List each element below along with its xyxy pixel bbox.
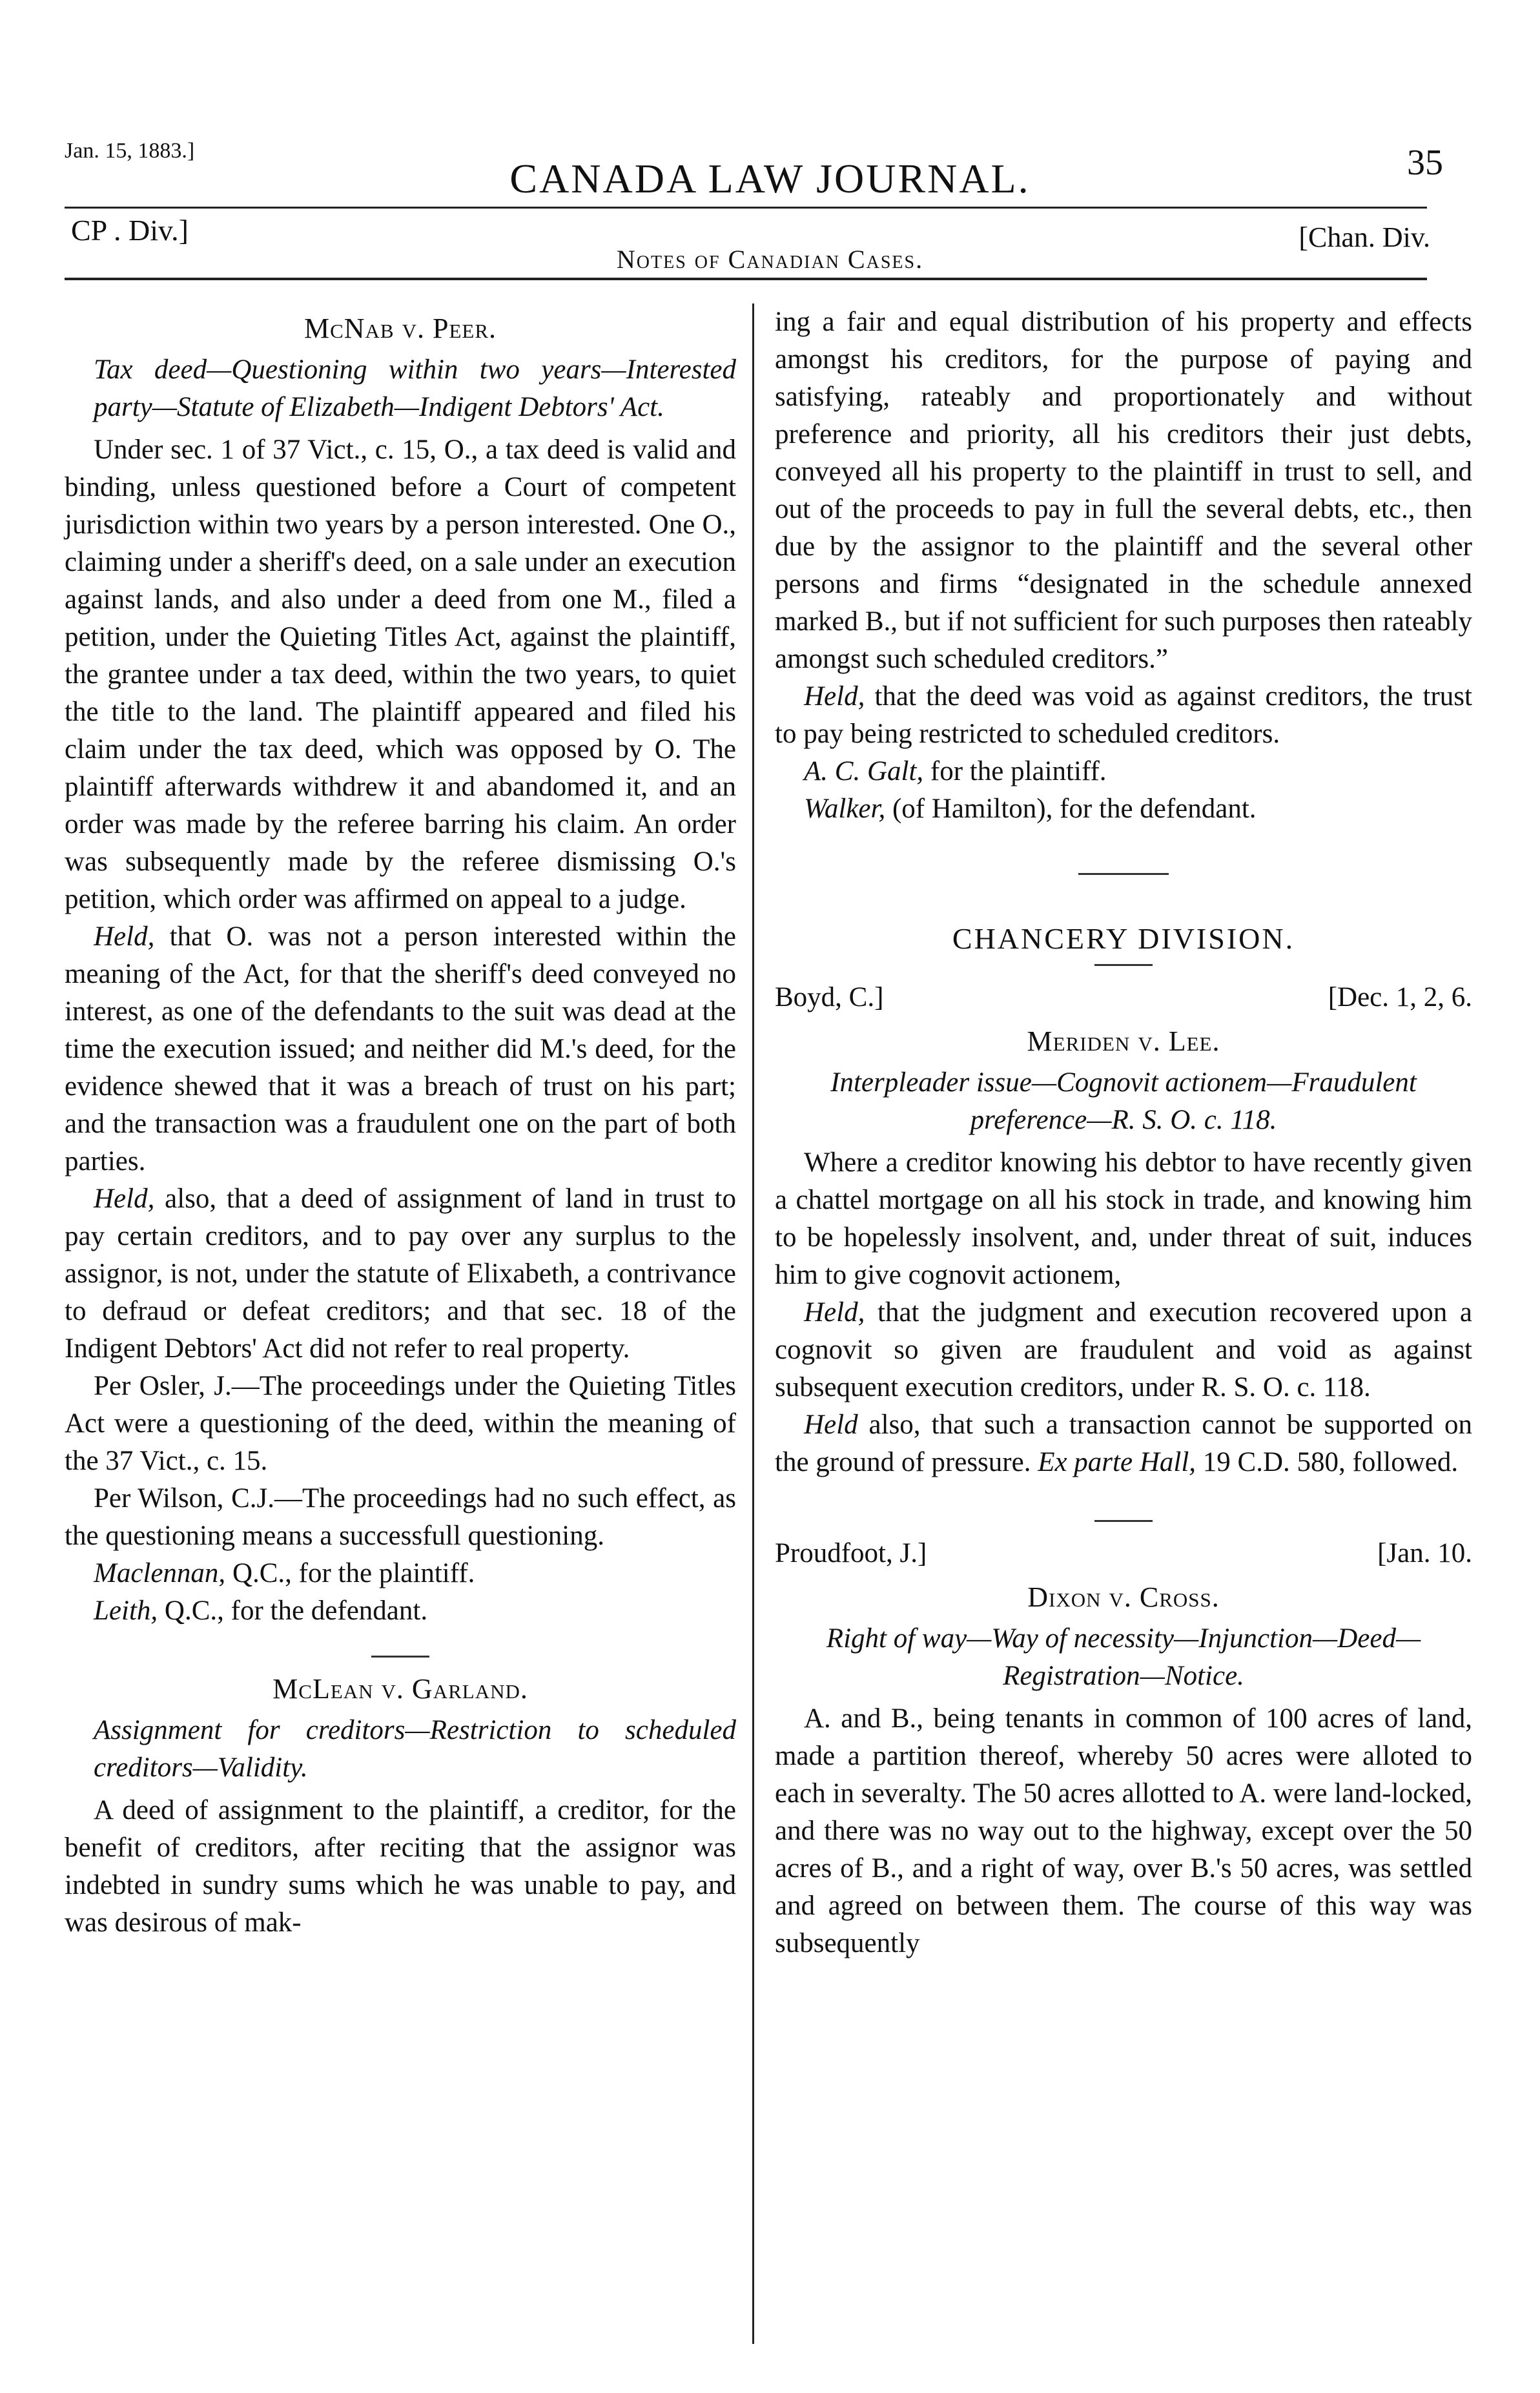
right-column — [775, 303, 1472, 1962]
counsel-name: Walker, — [804, 794, 886, 824]
right-division-label: [Chan. Div. — [1299, 221, 1430, 253]
continued-paragraph: ing a fair and equal distribution of his property and effects amongst his creditors, for the purpose of paying and satisfying, rateably and proportionately and without preference and priority, all his creditors their just debts, conveyed all his property to the plaintiff in trust to sell, and out of the proceeds to pay in full the several debts, etc., then due by the assignor to the plaintiff and the several other persons and firms “designated in the schedule annexed marked B., but if not sufficient for such purposes then rateably amongst such scheduled creditors.” — [775, 307, 1472, 674]
section-divider — [1078, 873, 1169, 875]
hearing-date: [Dec. 1, 2, 6. — [1328, 982, 1472, 1012]
held-text: also, that such a transaction cannot be supported on the ground of pressure. — [775, 1410, 1472, 1477]
held-paragraph — [65, 1180, 736, 1368]
journal-title: CANADA LAW JOURNAL. — [509, 156, 1031, 201]
judge-date-row — [775, 1535, 1472, 1572]
judge-date-row — [775, 979, 1472, 1016]
counsel-role: Q.C., for the plaintiff. — [225, 1558, 475, 1588]
held-label: Held — [804, 1410, 858, 1440]
case-title-meriden-v-lee: Meriden v. Lee. — [1027, 1025, 1220, 1057]
hearing-date: [Jan. 10. — [1377, 1538, 1472, 1568]
per-osler-paragraph: Per Osler, J.—The proceedings under the Quieting Titles Act were a questioning of the deed, within the meaning of the 37 Vict., c. 15. — [65, 1371, 736, 1476]
left-division-label: CP . Div.] — [71, 214, 189, 247]
header-date: Jan. 15, 1883.] — [65, 139, 195, 163]
header-rule-bottom — [65, 278, 1427, 280]
judge-name: Boyd, C.] — [775, 982, 884, 1012]
held-text: that O. was not a person interested within the meaning of the Act, for that the sheriff's deed conveyed no interest, as one of the defendants to the suit was dead at the time the execution issued; and neither did M.'s deed, for the evidence shewed that it was a breach of trust on his part; and the transaction was a fraudulent one on the part of both parties. — [65, 921, 736, 1176]
header-rule-top — [65, 207, 1427, 209]
case-headnote: Right of way—Way of necessity—Injunction—Deed—Registration—Notice. — [826, 1623, 1421, 1691]
column-divider — [752, 303, 754, 2344]
held-label: Held, — [94, 921, 155, 952]
counsel-name: Maclennan, — [94, 1558, 226, 1588]
section-title: Notes of Canadian Cases. — [616, 245, 924, 274]
held-label: Held, — [94, 1184, 155, 1214]
division-heading: CHANCERY DIVISION. — [952, 922, 1295, 955]
held-text: that the deed was void as against creditors, the trust to pay being restricted to scheduled creditors. — [775, 681, 1472, 749]
case-headnote: Assignment for creditors—Restriction to scheduled creditors—Validity. — [94, 1715, 736, 1783]
citation-name: Ex parte Hall, — [1038, 1447, 1196, 1477]
held-label: Held, — [804, 1297, 865, 1328]
left-column — [65, 303, 736, 1942]
held-paragraph — [65, 918, 736, 1180]
case-headnote: Interpleader issue—Cognovit actionem—Fraudulent preference—R. S. O. c. 118. — [830, 1067, 1417, 1135]
held-text: that the judgment and execution recovered upon a cognovit so given are fraudulent and void as against subsequent execution creditors, under R. S. O. c. 118. — [775, 1297, 1472, 1402]
page-number: 35 — [1407, 143, 1443, 183]
case-title-dixon-v-cross: Dixon v. Cross. — [1027, 1581, 1220, 1613]
held-paragraph — [775, 1406, 1472, 1481]
judge-name: Proudfoot, J.] — [775, 1538, 927, 1568]
counsel-name: Leith, — [94, 1596, 158, 1626]
held-paragraph — [775, 678, 1472, 753]
held-paragraph — [775, 1294, 1472, 1406]
counsel-role: Q.C., for the defendant. — [158, 1596, 428, 1626]
counsel-role: for the plaintiff. — [923, 756, 1107, 786]
counsel-role: (of Hamilton), for the defendant. — [885, 794, 1257, 824]
counsel-plaintiff — [65, 1555, 736, 1592]
case-divider — [1094, 1520, 1153, 1522]
case-title-mcnab-v-peer: McNab v. Peer. — [303, 313, 497, 344]
case-divider — [371, 1656, 429, 1658]
per-wilson-paragraph: Per Wilson, C.J.—The proceedings had no such effect, as the questioning means a successfull questioning. — [65, 1483, 736, 1551]
case-paragraph: A deed of assignment to the plaintiff, a creditor, for the benefit of creditors, after reciting that the assignor was indebted in sundry sums which he was unable to pay, and was desirous of mak- — [65, 1795, 736, 1938]
held-text: also, that a deed of assignment of land in trust to pay certain creditors, and to pay over any surplus to the assignor, is not, under the statute of Elixabeth, a contrivance to defraud or defeat creditors; and that sec. 18 of the Indigent Debtors' Act did not refer to real property. — [65, 1184, 736, 1364]
case-paragraph: A. and B., being tenants in common of 100 acres of land, made a partition thereof, whereby 50 acres were alloted to each in severalty. The 50 acres allotted to A. were land-locked, and there was no way out to the highway, except over the 50 acres of B., and a right of way, over B.'s 50 acres, was settled and agreed on between them. The course of this way was subsequently — [775, 1703, 1472, 1958]
held-label: Held, — [804, 681, 865, 712]
case-title-mclean-v-garland: McLean v. Garland. — [272, 1673, 528, 1705]
counsel-name: A. C. Galt, — [804, 756, 924, 786]
case-headnote: Tax deed—Questioning within two years—Interested party—Statute of Elizabeth—Indigent Debtors' Act. — [94, 354, 736, 422]
counsel-plaintiff — [775, 753, 1472, 790]
counsel-defendant — [775, 790, 1472, 828]
counsel-defendant — [65, 1592, 736, 1630]
division-divider — [1094, 964, 1153, 966]
citation-text: 19 C.D. 580, followed. — [1196, 1447, 1459, 1477]
case-paragraph: Under sec. 1 of 37 Vict., c. 15, O., a tax deed is valid and binding, unless questioned before a Court of competent jurisdiction within two years by a person interested. One O., claiming under a sheriff's deed, on a sale under an execution against lands, and also under a deed from one M., filed a petition, under the Quieting Titles Act, against the plaintiff, the grantee under a tax deed, within the two years, to quiet the title to the land. The plaintiff appeared and filed his claim under the tax deed, which was opposed by O. The plaintiff afterwards withdrew it and abandomed it, and an order was made by the referee barring his claim. An order was subsequently made by the referee dismissing O.'s petition, which order was affirmed on appeal to a judge. — [65, 435, 736, 914]
case-paragraph: Where a creditor knowing his debtor to have recently given a chattel mortgage on all his stock in trade, and knowing him to be hopelessly insolvent, and, under threat of suit, induces him to give cognovit actionem, — [775, 1147, 1472, 1290]
